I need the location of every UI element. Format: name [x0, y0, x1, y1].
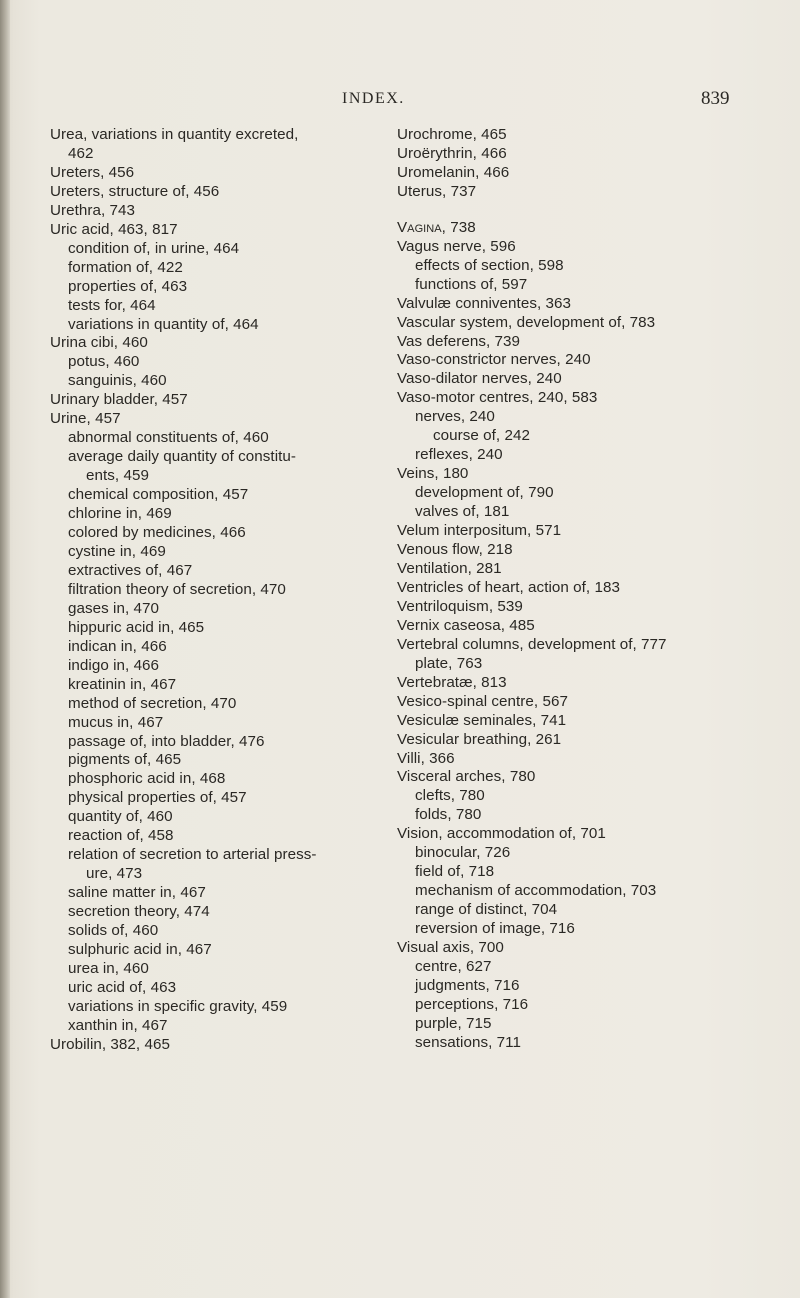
- index-subentry: secretion theory, 474: [68, 903, 210, 921]
- index-subentry: condition of, in urine, 464: [68, 239, 240, 257]
- index-subentry: functions of, 597: [415, 275, 528, 293]
- index-subentry: sulphuric acid in, 467: [68, 940, 212, 958]
- index-subentry: clefts, 780: [415, 787, 485, 805]
- running-title: INDEX.: [342, 90, 405, 107]
- index-subentry: passage of, into bladder, 476: [68, 732, 265, 750]
- index-entry: Uterus, 737: [397, 182, 477, 200]
- page-binding-shadow: [0, 0, 10, 1298]
- index-entry: Venous flow, 218: [397, 541, 513, 559]
- index-subentry: potus, 460: [68, 353, 140, 371]
- index-entry: Ventilation, 281: [397, 559, 502, 577]
- index-subentry: mucus in, 467: [68, 713, 164, 731]
- index-entry: Vaso-constrictor nerves, 240: [397, 351, 591, 369]
- index-subentry: solids of, 460: [68, 922, 159, 940]
- index-subentry: formation of, 422: [68, 258, 183, 276]
- index-subentry: filtration theory of secretion, 470: [68, 580, 286, 598]
- index-entry: Uromelanin, 466: [397, 163, 510, 181]
- index-subentry: field of, 718: [415, 863, 495, 881]
- index-subentry: ents, 459: [86, 467, 149, 485]
- index-subentry: phosphoric acid in, 468: [68, 770, 226, 788]
- index-entry: Urine, 457: [50, 410, 121, 428]
- index-subentry: kreatinin in, 467: [68, 675, 177, 693]
- index-subentry: reflexes, 240: [415, 446, 503, 464]
- index-subentry: physical properties of, 457: [68, 789, 247, 807]
- index-subentry: saline matter in, 467: [68, 884, 206, 902]
- index-entry: Urea, variations in quantity excreted,: [50, 126, 299, 143]
- index-subentry: variations in quantity of, 464: [68, 315, 259, 333]
- index-entry: Urobilin, 382, 465: [50, 1035, 170, 1053]
- index-subentry: chemical composition, 457: [68, 486, 249, 504]
- index-entry: Urina cibi, 460: [50, 334, 148, 352]
- index-subentry: valves of, 181: [415, 503, 510, 521]
- index-subentry: nerves, 240: [415, 408, 495, 426]
- index-subentry: purple, 715: [415, 1014, 492, 1032]
- index-entry: Uroërythrin, 466: [397, 144, 507, 162]
- index-subentry: cystine in, 469: [68, 542, 166, 560]
- index-entry: Velum interpositum, 571: [397, 522, 562, 540]
- index-subentry: centre, 627: [415, 957, 492, 975]
- index-subentry: extractives of, 467: [68, 561, 193, 579]
- index-subentry: variations in specific gravity, 459: [68, 997, 288, 1015]
- index-subentry: uric acid of, 463: [68, 978, 177, 996]
- index-entry: Urinary bladder, 457: [50, 391, 188, 409]
- index-entry: Uric acid, 463, 817: [50, 220, 178, 238]
- index-subentry: sanguinis, 460: [68, 372, 167, 390]
- index-subentry: tests for, 464: [68, 296, 156, 314]
- index-subentry: 462: [68, 144, 94, 162]
- page-header: [0, 90, 800, 114]
- index-entry: Valvulæ conniventes, 363: [397, 294, 571, 312]
- index-entry: Visual axis, 700: [397, 939, 504, 957]
- index-subentry: range of distinct, 704: [415, 901, 558, 919]
- index-entry: Urochrome, 465: [397, 126, 507, 143]
- index-subentry: reaction of, 458: [68, 827, 174, 845]
- index-subentry: sensations, 711: [415, 1033, 522, 1051]
- index-subentry: folds, 780: [415, 806, 482, 824]
- index-entry: Ventriloquism, 539: [397, 597, 523, 615]
- index-subentry: colored by medicines, 466: [68, 524, 246, 542]
- index-subentry: relation of secretion to arterial press-: [68, 846, 317, 864]
- index-subentry: quantity of, 460: [68, 808, 173, 826]
- index-subentry: ure, 473: [86, 865, 143, 883]
- index-subentry: effects of section, 598: [415, 256, 564, 274]
- index-entry: Vagus nerve, 596: [397, 237, 516, 255]
- index-column-right: [397, 126, 762, 1053]
- index-entry: Vesicular breathing, 261: [397, 730, 562, 748]
- index-entry: Visceral arches, 780: [397, 768, 536, 786]
- index-entry: Urethra, 743: [50, 201, 136, 219]
- index-entry: Veins, 180: [397, 465, 469, 483]
- index-entry: Ureters, structure of, 456: [50, 182, 220, 200]
- index-subentry: chlorine in, 469: [68, 505, 172, 523]
- index-subentry: mechanism of accommodation, 703: [415, 882, 657, 900]
- index-subentry: plate, 763: [415, 654, 483, 672]
- index-entry: Villi, 366: [397, 749, 455, 767]
- index-entry: Vagina, 738: [397, 218, 476, 236]
- index-subentry: urea in, 460: [68, 959, 149, 977]
- index-entry: Vertebratæ, 813: [397, 673, 507, 691]
- index-subentry: abnormal constituents of, 460: [68, 429, 269, 447]
- index-entry: Vesiculæ seminales, 741: [397, 711, 567, 729]
- index-entry: Vaso-dilator nerves, 240: [397, 370, 562, 388]
- index-entry: Vernix caseosa, 485: [397, 616, 535, 634]
- index-subentry: binocular, 726: [415, 844, 511, 862]
- index-entry: Vesico-spinal centre, 567: [397, 692, 568, 710]
- index-entry: Vertebral columns, development of, 777: [397, 635, 667, 653]
- index-subentry: judgments, 716: [415, 976, 520, 994]
- index-subentry: gases in, 470: [68, 599, 159, 617]
- index-subentry: indican in, 466: [68, 637, 167, 655]
- index-entry: Ventricles of heart, action of, 183: [397, 578, 620, 596]
- index-subentry: pigments of, 465: [68, 751, 182, 769]
- index-subentry: development of, 790: [415, 484, 554, 502]
- index-subentry: hippuric acid in, 465: [68, 618, 205, 636]
- index-subentry: perceptions, 716: [415, 995, 529, 1013]
- index-subentry: course of, 242: [433, 427, 530, 445]
- index-subentry: method of secretion, 470: [68, 694, 237, 712]
- index-entry: Ureters, 456: [50, 163, 135, 181]
- page-number: 839: [701, 88, 730, 109]
- index-column-left: [50, 126, 385, 1055]
- index-subentry: indigo in, 466: [68, 656, 160, 674]
- index-entry: Vaso-motor centres, 240, 583: [397, 389, 598, 407]
- index-subentry: xanthin in, 467: [68, 1016, 168, 1034]
- index-subentry: properties of, 463: [68, 277, 188, 295]
- index-entry: Vas deferens, 739: [397, 332, 520, 350]
- section-gap: [397, 202, 762, 219]
- index-entry: Vascular system, development of, 783: [397, 313, 656, 331]
- index-subentry: reversion of image, 716: [415, 920, 575, 938]
- index-subentry: average daily quantity of constitu-: [68, 448, 297, 466]
- index-entry: Vision, accommodation of, 701: [397, 825, 606, 843]
